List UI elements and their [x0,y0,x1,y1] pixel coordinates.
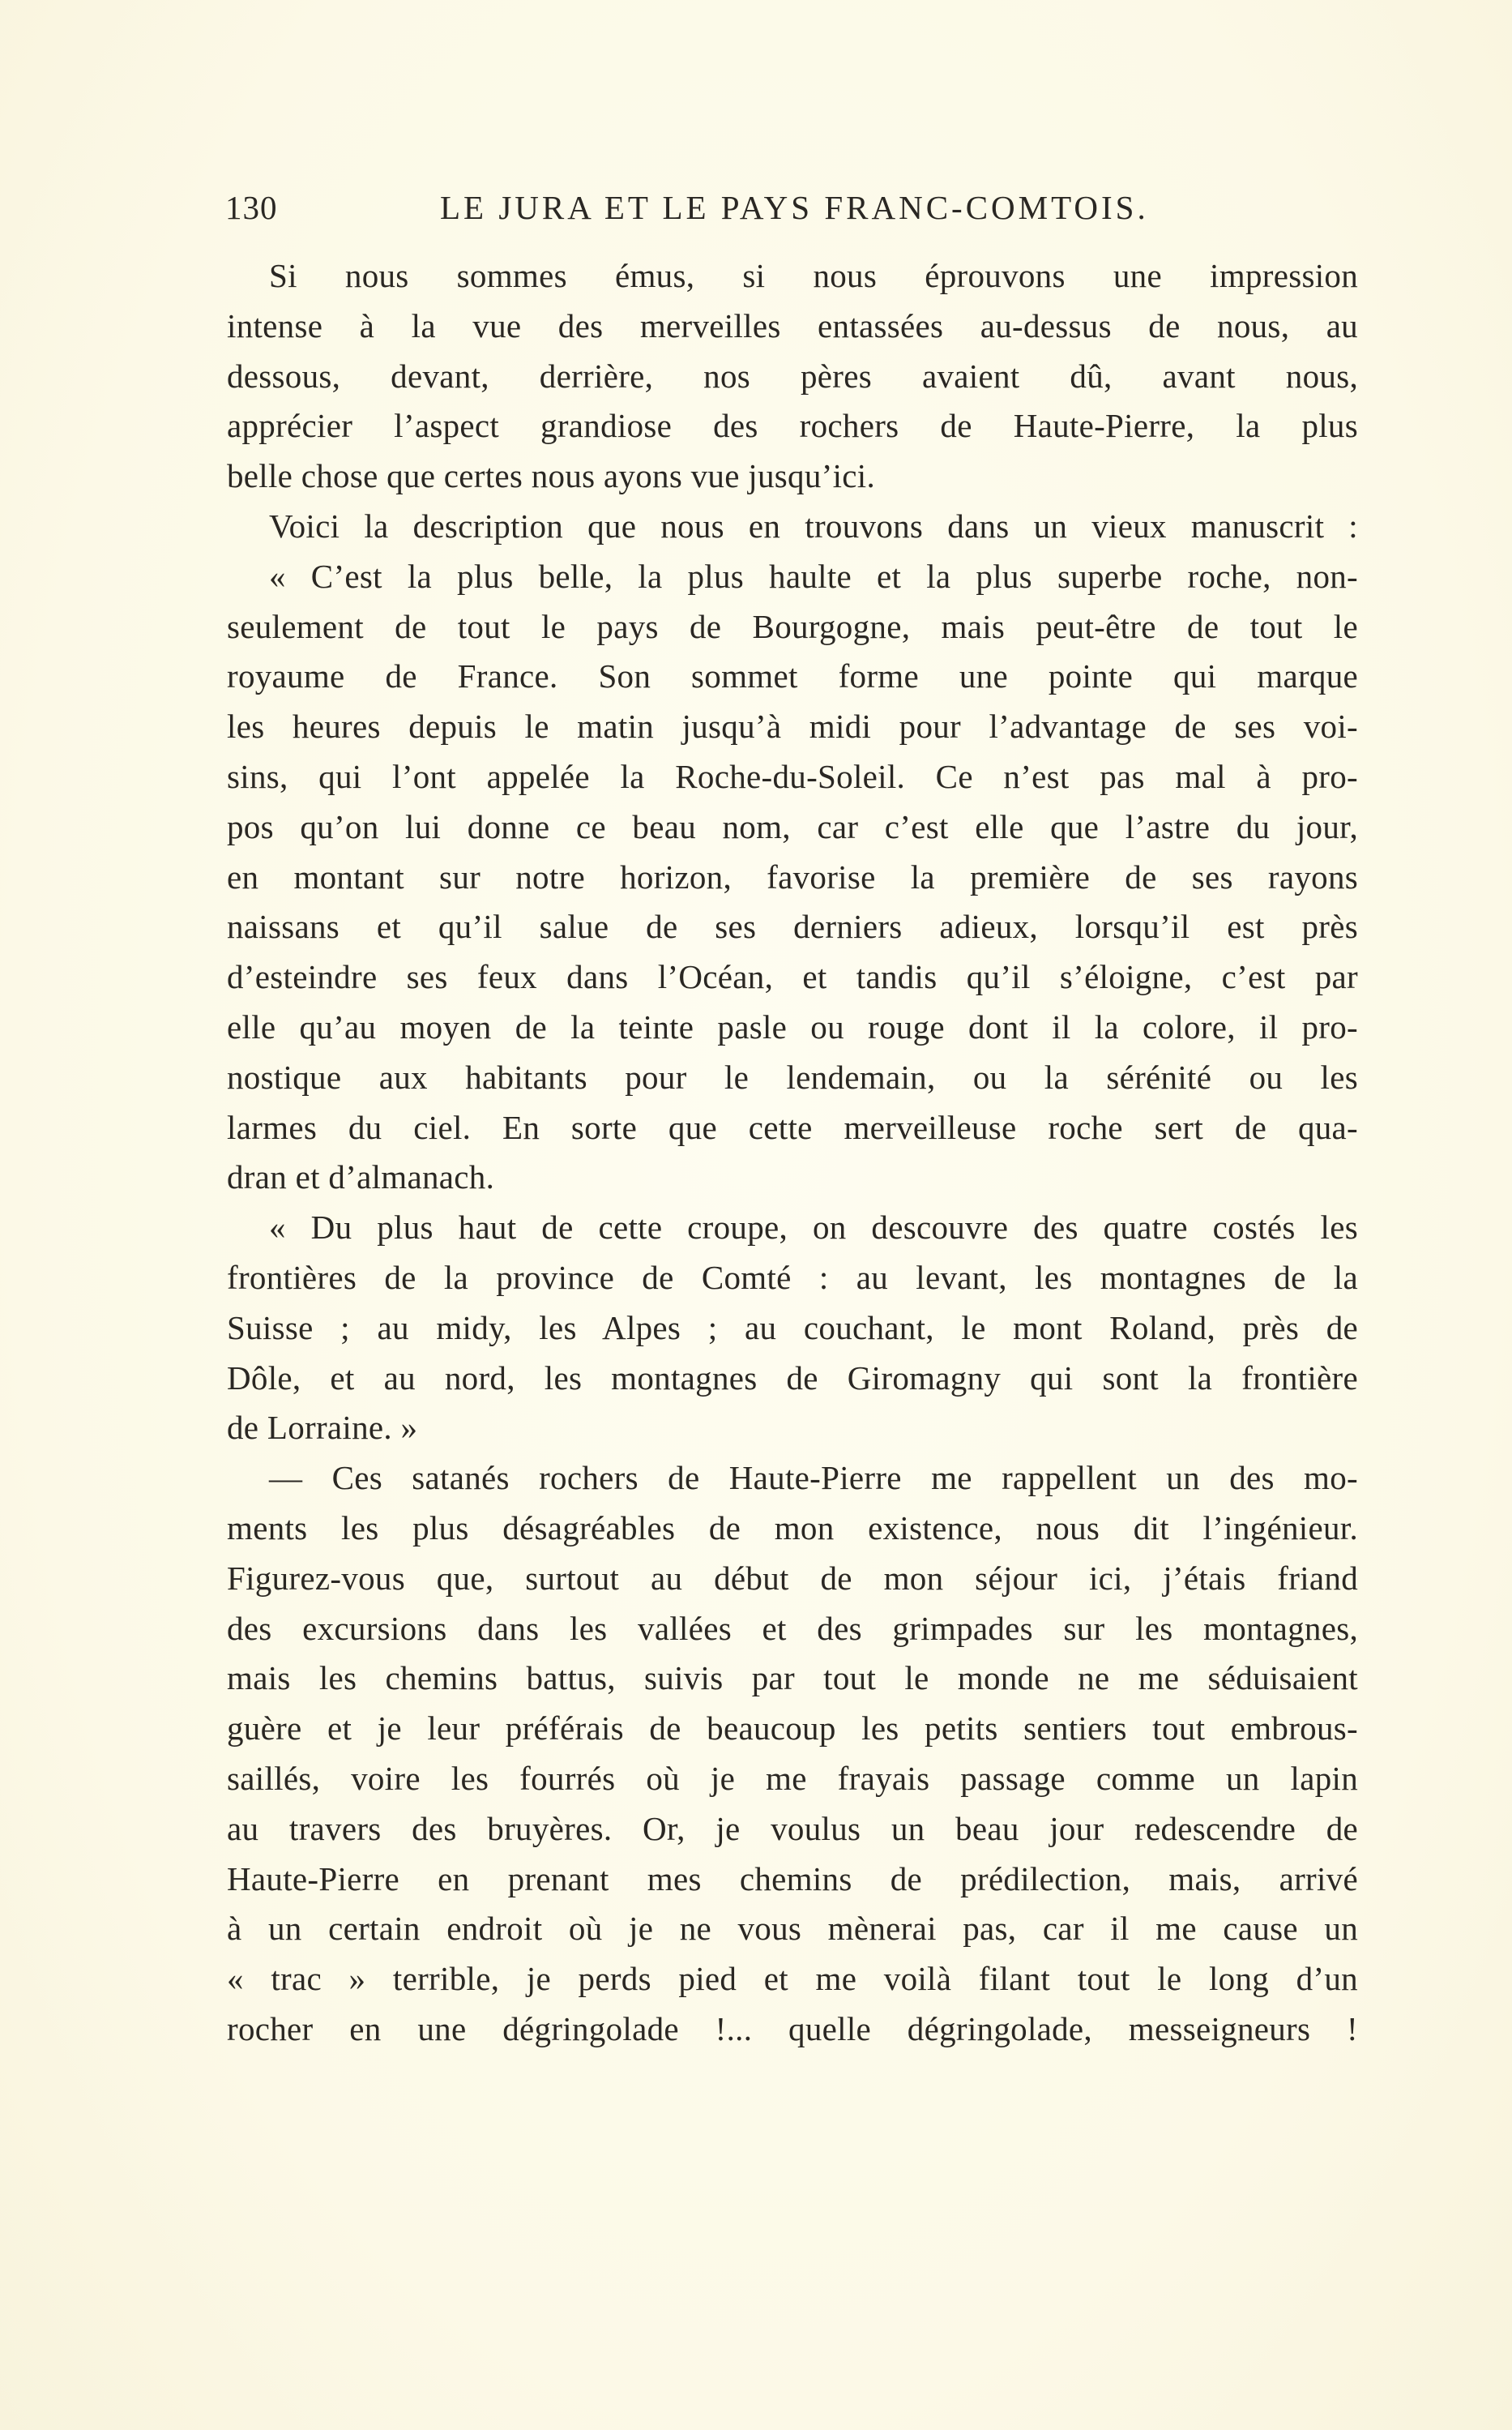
text-line: elle qu’au moyen de la teinte pasle ou rouge dont il la colore, il pro- [227,1008,1358,1046]
text-line: saillés, voire les fourrés où je me frayais passage comme un lapin [227,1759,1358,1797]
page-number: 130 [225,189,278,226]
text-line: ments les plus désagréables de mon existence, nous dit l’ingénieur. [227,1508,1358,1547]
text-line: belle chose que certes nous ayons vue jusqu’ici. [227,457,876,495]
running-title: LE JURA ET LE PAYS FRANC-COMTOIS. [440,189,1149,226]
text-line: au travers des bruyères. Or, je voulus un beau jour redescendre de [227,1809,1358,1847]
text-line: seulement de tout le pays de Bourgogne, mais peut-être de tout le [227,607,1358,645]
text-line: — Ces satanés rochers de Haute-Pierre me rappellent un des mo- [269,1459,1358,1497]
text-line: « trac » terrible, je perds pied et me voilà filant tout le long d’un [227,1960,1358,1998]
text-line: pos qu’on lui donne ce beau nom, car c’est elle que l’astre du jour, [227,807,1358,845]
text-line: des excursions dans les vallées et des grimpades sur les montagnes, [227,1609,1358,1647]
text-line: apprécier l’aspect grandiose des rochers de Haute-Pierre, la plus [227,407,1358,445]
text-line: dessous, devant, derrière, nos pères avaient dû, avant nous, [227,357,1358,395]
text-line: nostique aux habitants pour le lendemain, ou la sérénité ou les [227,1058,1358,1096]
text-line: guère et je leur préférais de beaucoup les petits sentiers tout embrous- [227,1709,1358,1748]
text-line: Suisse ; au midy, les Alpes ; au couchant, le mont Roland, près de [227,1308,1358,1346]
text-line: « C’est la plus belle, la plus haulte et la plus superbe roche, non- [269,557,1358,595]
text-line: en montant sur notre horizon, favorise la première de ses rayons [227,858,1358,896]
body-text [227,251,1358,2055]
running-head [225,188,1358,233]
text-line: Dôle, et au nord, les montagnes de Giromagny qui sont la frontière [227,1358,1358,1397]
text-line: naissans et qu’il salue de ses derniers adieux, lorsqu’il est près [227,908,1358,946]
text-line: à un certain endroit où je ne vous mènerai pas, car il me cause un [227,1910,1358,1948]
text-line: Haute-Pierre en prenant mes chemins de prédilection, mais, arrivé [227,1859,1358,1897]
text-line: frontières de la province de Comté : au levant, les montagnes de la [227,1258,1358,1296]
text-line: royaume de France. Son sommet forme une pointe qui marque [227,657,1358,695]
text-line: dran et d’almanach. [227,1158,495,1196]
text-line: « Du plus haut de cette croupe, on descouvre des quatre costés les [269,1209,1358,1247]
text-line: de Lorraine. » [227,1409,418,1447]
text-line: d’esteindre ses feux dans l’Océan, et tandis qu’il s’éloigne, c’est par [227,958,1358,996]
text-line: Si nous sommes émus, si nous éprouvons une impression [269,257,1358,294]
text-line: Voici la description que nous en trouvons dans un vieux manuscrit : [269,507,1358,545]
text-line: les heures depuis le matin jusqu’à midi pour l’advantage de ses voi- [227,708,1358,746]
text-line: Figurez-vous que, surtout au début de mon séjour ici, j’étais friand [227,1559,1358,1597]
text-line: rocher en une dégringolade !... quelle dégringolade, messeigneurs ! [227,2009,1358,2047]
text-line: sins, qui l’ont appelée la Roche-du-Soleil. Ce n’est pas mal à pro- [227,757,1358,795]
text-line: larmes du ciel. En sorte que cette merveilleuse roche sert de qua- [227,1108,1358,1146]
text-line: mais les chemins battus, suivis par tout le monde ne me séduisaient [227,1659,1358,1697]
text-line: intense à la vue des merveilles entassées au-dessus de nous, au [227,306,1358,344]
